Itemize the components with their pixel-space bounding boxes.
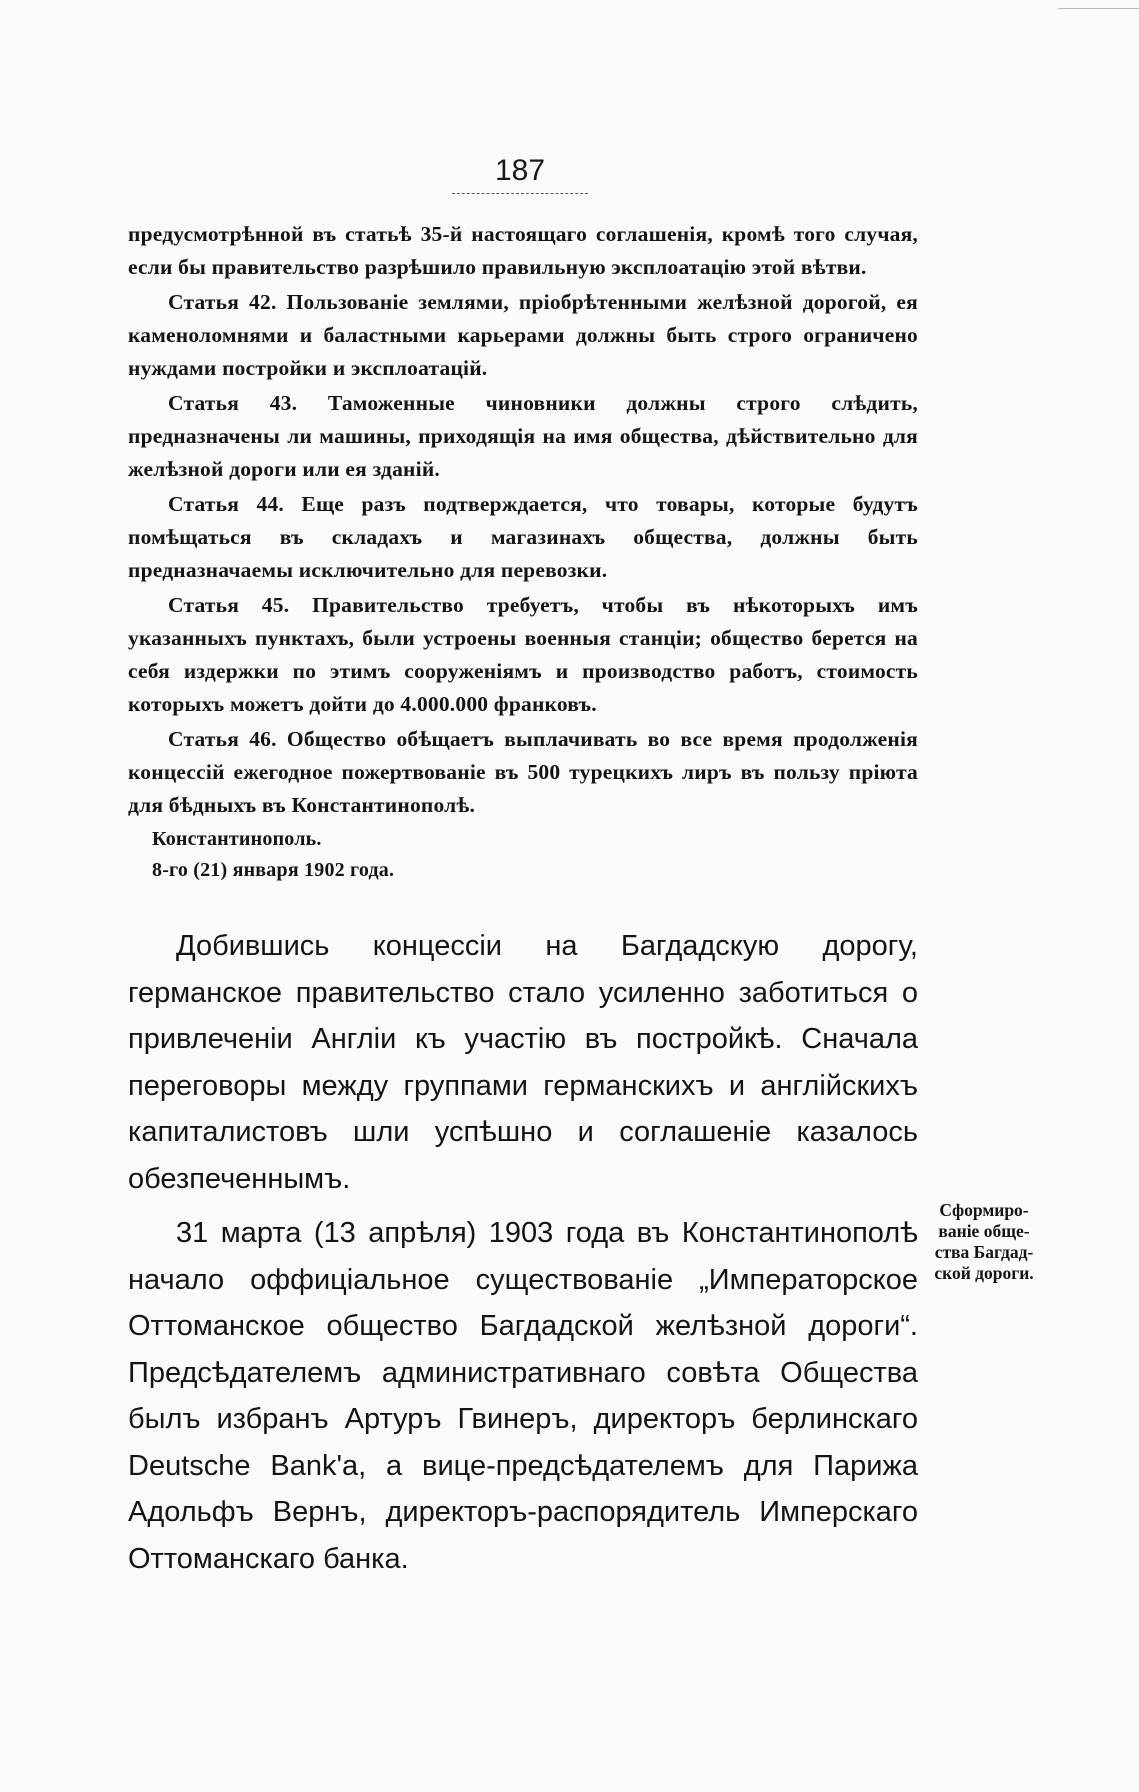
marginal-note [924,1200,1044,1284]
article-44: Статья 44. Еще разъ подтверждается, что товары, которые будутъ помѣщаться въ складахъ и магазинахъ общества, должны быть предназначаемы исключительно для перевозки. [128,492,918,582]
main-text [128,923,918,1582]
main-paragraph-2: 31 марта (13 апрѣля) 1903 года въ Константинополѣ начало оффиціальное существованіе „Императорское Оттоманское общество Багдадской желѣзной дороги“. Предсѣдателемъ административнаго совѣта Общества былъ избранъ Артуръ Гвинеръ, директоръ берлинскаго Deutsche Bank'а, а вице-предсѣдателемъ для Парижа Адольфъ Вернъ, директоръ-распорядитель Имперскаго Оттоманскаго банка. [128,1217,918,1575]
marginal-note-line: Сформиро- [939,1200,1029,1220]
marginal-note-line: ваніе обще- [938,1221,1030,1241]
marginal-note-line: ской дороги. [934,1263,1034,1283]
article-43: Статья 43. Таможенные чиновники должны строго слѣдить, предназначены ли машины, приходящія на имя общества, дѣйствительно для желѣзной дороги или ея зданій. [128,391,918,481]
article-42: Статья 42. Пользованіе землями, пріобрѣтенными желѣзной дорогой, ея каменоломнями и баластными карьерами должны быть строго ограничено нуждами постройки и эксплоатацій. [128,290,918,380]
page-number-rule [452,193,588,194]
scan-edge-rule [1058,8,1140,9]
page-number: 187 [494,154,546,187]
continuation-paragraph: предусмотрѣнной въ статьѣ 35-й настоящаго соглашенія, кромѣ того случая, если бы правительство разрѣшило правильную эксплоатацію этой вѣтви. [128,222,918,279]
main-paragraph-1: Добившись концессіи на Багдадскую дорогу, германское правительство стало усиленно заботиться о привлеченіи Англіи къ участію въ постройкѣ. Сначала переговоры между группами германскихъ и англійскихъ капиталистовъ шли успѣшно и соглашеніе казалось обезпеченнымъ. [128,930,918,1195]
marginal-note-line: ства Багдад- [934,1242,1034,1262]
article-46: Статья 46. Общество обѣщаетъ выплачивать во все время продолженія концессій ежегодное пожертвованіе въ 500 турецкихъ лиръ въ пользу пріюта для бѣдныхъ въ Константинополѣ. [128,727,918,817]
signature-place: Константинополь. [152,828,322,850]
signature-date: 8-го (21) января 1902 года. [152,859,395,881]
article-45: Статья 45. Правительство требуетъ, чтобы въ нѣкоторыхъ имъ указанныхъ пунктахъ, были устроены военныя станціи; общество берется на себя издержки по этимъ сооруженіямъ и производство работъ, стоимость которыхъ можетъ дойти до 4.000.000 франковъ. [128,593,918,716]
treaty-excerpt [128,218,918,886]
